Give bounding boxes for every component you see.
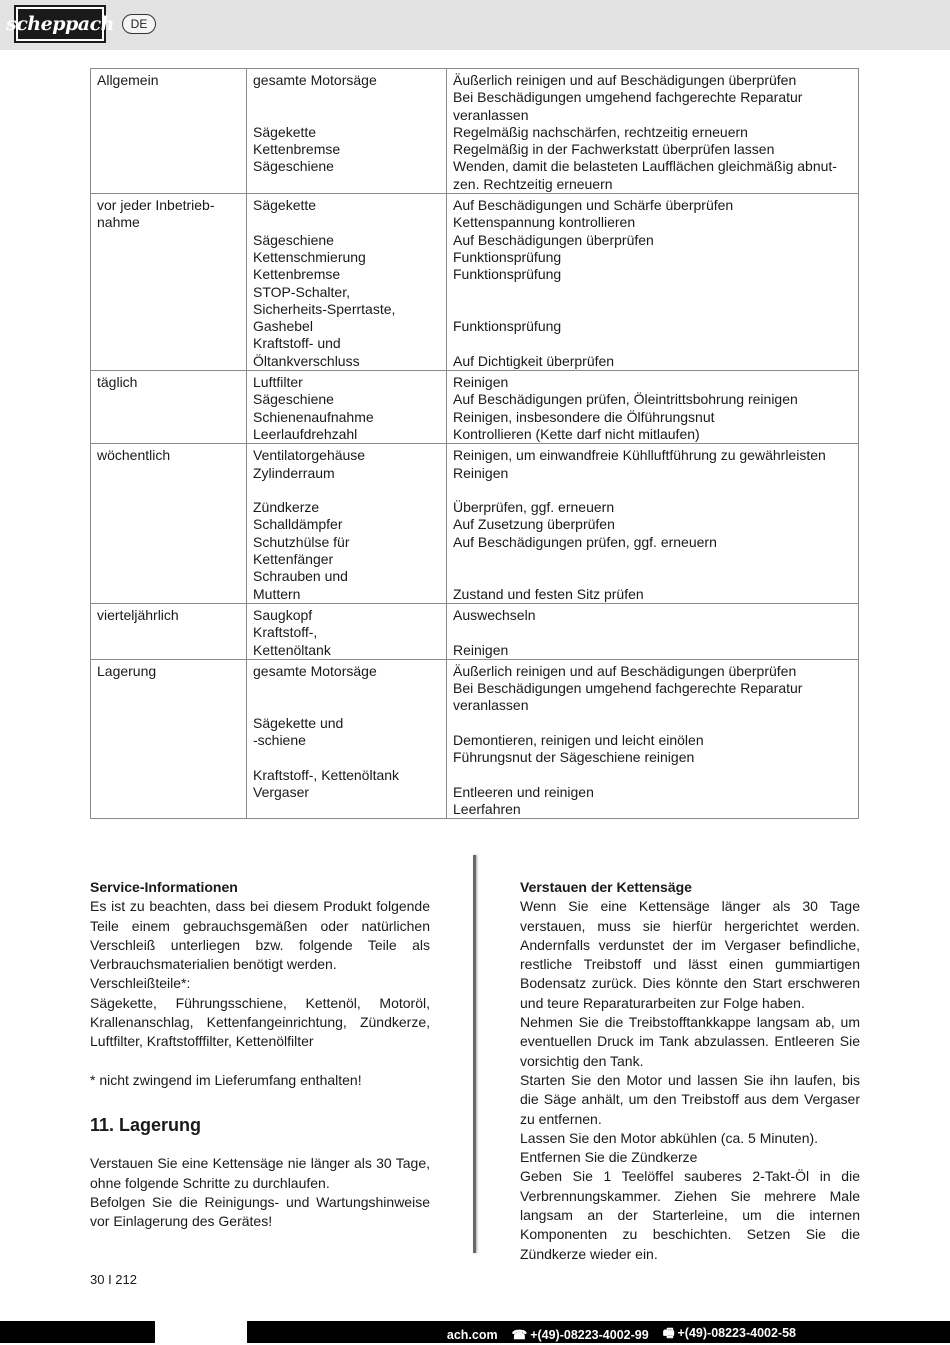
cell-line: Kontrollieren (Kette darf nicht mitlaufen) xyxy=(453,425,700,442)
cell-line xyxy=(253,89,440,106)
cell-line: Sägekette xyxy=(253,197,317,214)
cell-line xyxy=(453,301,852,318)
footer-fax: +(49)-08223-4002-58 xyxy=(677,1326,796,1340)
cell-line: Zündkerze xyxy=(253,499,320,516)
cell-line: Kraftstoff-, Kettenöltank xyxy=(253,766,400,783)
cell-line: Schalldämpfer xyxy=(253,516,343,533)
maintenance-table xyxy=(90,68,859,819)
cell-line xyxy=(453,624,852,641)
cell-line: wöchentlich xyxy=(97,447,171,464)
cell-line: Sägeschiene xyxy=(253,158,334,175)
interval-cell xyxy=(91,444,247,604)
storage-heading: Verstauen der Kettensäge xyxy=(520,879,692,895)
cell-line: vor jeder Inbetrieb- xyxy=(97,197,215,214)
cell-line xyxy=(253,107,440,124)
cell-line xyxy=(253,214,440,231)
cell-line: Auf Beschädigungen und Schärfe überprüfen xyxy=(453,197,734,214)
cell-line: Äußerlich reinigen und auf Beschädigungen überprüfen xyxy=(453,662,797,679)
cell-line: Luftfilter xyxy=(253,374,303,391)
cell-line xyxy=(253,176,440,193)
column-divider xyxy=(473,855,476,1253)
header-bar xyxy=(0,0,950,50)
table-row xyxy=(91,444,859,604)
cell-line: Bei Beschädigungen umgehend fachgerechte Reparatur xyxy=(453,89,803,106)
parts-cell xyxy=(247,194,447,371)
cell-line: Sägeschiene xyxy=(253,391,334,408)
cell-line: Lagerung xyxy=(97,662,157,679)
wear-list: Sägekette, Führungsschiene, Kettenöl, Motoröl, Krallenanschlag, Kettenfangeinrichtung, Zündkerze, Luftfilter, Kraftstofffilter, Kettenölfilter xyxy=(90,994,430,1050)
cell-line: Wenden, damit die belasteten Laufflächen gleichmäßig abnut- xyxy=(453,158,837,175)
interval-cell xyxy=(91,603,247,659)
cell-line xyxy=(453,482,852,499)
cell-line: Kettenschmierung xyxy=(253,248,366,265)
right-column xyxy=(520,878,860,1264)
cell-line: Vergaser xyxy=(253,783,310,800)
cell-line: Sägeschiene xyxy=(253,231,334,248)
parts-cell xyxy=(247,69,447,194)
cell-line: Regelmäßig nachschärfen, rechtzeitig erneuern xyxy=(453,123,748,140)
cell-line: Zustand und festen Sitz prüfen xyxy=(453,585,644,602)
cell-line xyxy=(453,551,852,568)
interval-cell xyxy=(91,371,247,444)
actions-cell xyxy=(447,69,859,194)
cell-line: Demontieren, reinigen und leicht einölen xyxy=(453,731,704,748)
cell-line: Reinigen xyxy=(453,374,509,391)
cell-line: Schienenaufnahme xyxy=(253,408,374,425)
storage-text-6: Geben Sie 1 Teelöffel sauberes 2-Takt-Öl in die Verbrennungskammer. Ziehen Sie mehrere Male langsam an der Starterleine, um die internen Komponenten zu beschichten. Setzen Sie die Zündkerze wieder ein. xyxy=(520,1168,860,1262)
cell-line: Funktionsprüfung xyxy=(453,266,562,283)
cell-line: veranlassen xyxy=(453,106,529,123)
cell-line: Öltankverschluss xyxy=(253,352,360,369)
cell-line xyxy=(253,482,440,499)
cell-line: Kraftstoff- und xyxy=(253,335,341,352)
cell-line: Schrauben und xyxy=(253,568,348,585)
cell-line xyxy=(453,767,852,784)
cell-line xyxy=(453,335,852,352)
footer-spacer xyxy=(155,1321,247,1343)
cell-line: Kettenspannung kontrollieren xyxy=(453,214,636,231)
cell-line: Auf Beschädigungen überprüfen xyxy=(453,231,654,248)
cell-line: Leerlaufdrehzahl xyxy=(253,425,358,442)
cell-line xyxy=(453,715,852,732)
cell-line: Auf Dichtigkeit überprüfen xyxy=(453,352,615,369)
cell-line: Schutzhülse für xyxy=(253,533,350,550)
cell-line: STOP-Schalter, xyxy=(253,283,351,300)
cell-line: Reinigen, um einwandfreie Kühlluftführung zu gewährleisten xyxy=(453,447,826,464)
cell-line: gesamte Motorsäge xyxy=(253,72,377,88)
cell-line: vierteljährlich xyxy=(97,606,179,623)
phone-icon: ☎ xyxy=(511,1328,528,1342)
cell-line: Kettenöltank xyxy=(253,641,331,658)
service-text: Es ist zu beachten, dass bei diesem Produkt folgende Teile einem gebrauchsgemäßen oder natürlichen Verschleiß unterliegen bzw. folgende Teile als Verbrauchsmaterialien benötigt werden. xyxy=(90,898,430,973)
section-title: 11. Lagerung xyxy=(90,1115,202,1136)
cell-line: Führungsnut der Sägeschiene reinigen xyxy=(453,749,695,766)
footer-contact xyxy=(447,1324,796,1345)
fax-icon: 🖷 xyxy=(662,1326,675,1340)
cell-line xyxy=(253,697,440,714)
storage-text-1: Wenn Sie eine Kettensäge länger als 30 Tage verstauen, muss sie hierfür hergerichtet werden. Andernfalls verdunstet der im Vergaser befindliche, restliche Treibstoff und lässt einen gummiartigen Bodensatz zurück. Dies könnte den Start erschweren und teure Reparaturarbeiten zur Folge haben. xyxy=(520,898,860,1011)
cell-line: Funktionsprüfung xyxy=(453,248,562,265)
storage-paragraph-2: Befolgen Sie die Reinigungs- und Wartungshinweise vor Einlagerung des Gerätes! xyxy=(90,1193,430,1230)
cell-line: Kettenbremse xyxy=(253,141,341,158)
page-number: 30 I 212 xyxy=(90,1272,137,1287)
cell-line: -schiene xyxy=(253,731,306,748)
storage-text-5: Entfernen Sie die Zündkerze xyxy=(520,1149,698,1166)
actions-cell xyxy=(447,371,859,444)
storage-text-4: Lassen Sie den Motor abkühlen (ca. 5 Minuten). xyxy=(520,1129,819,1146)
actions-cell xyxy=(447,603,859,659)
storage-text-2: Nehmen Sie die Treibstofftankkappe langsam ab, um eventuellen Druck im Tank abzulassen. Entleeren Sie vorsichtig den Tank. xyxy=(520,1014,860,1069)
parts-cell xyxy=(247,444,447,604)
cell-line: Auf Beschädigungen prüfen, ggf. erneuern xyxy=(453,533,717,550)
cell-line: Regelmäßig in der Fachwerkstatt überprüfen lassen xyxy=(453,141,775,158)
cell-line: Sicherheits-Sperrtaste, xyxy=(253,300,396,317)
actions-cell xyxy=(447,194,859,371)
cell-line: Reinigen xyxy=(453,464,509,481)
table-row xyxy=(91,603,859,659)
cell-line: Sägekette und xyxy=(253,714,344,731)
cell-line: Reinigen, insbesondere die Ölführungsnut xyxy=(453,408,715,425)
cell-line: Bei Beschädigungen umgehend fachgerechte Reparatur xyxy=(453,680,803,697)
parts-cell xyxy=(247,603,447,659)
cell-line: gesamte Motorsäge xyxy=(253,662,377,679)
language-badge: DE xyxy=(122,14,156,34)
storage-text-3: Starten Sie den Motor und lassen Sie ihn laufen, bis die Säge anhält, um den Treibstoff aus dem Vergaser zu entfernen. xyxy=(520,1071,860,1127)
storage-paragraph-1: Verstauen Sie eine Kettensäge nie länger als 30 Tage, ohne folgende Schritte zu durchlaufen. xyxy=(90,1155,430,1191)
interval-cell xyxy=(91,69,247,194)
actions-cell xyxy=(447,444,859,604)
cell-line: Funktionsprüfung xyxy=(453,318,562,335)
actions-cell xyxy=(447,659,859,819)
cell-line: Äußerlich reinigen und auf Beschädigungen überprüfen xyxy=(453,72,797,88)
cell-line: täglich xyxy=(97,374,138,391)
footer-phone-group xyxy=(512,1327,649,1342)
cell-line xyxy=(453,568,852,585)
service-heading: Service-Informationen xyxy=(90,879,238,895)
cell-line: Kraftstoff-, xyxy=(253,624,318,641)
footer-bar xyxy=(0,1321,950,1343)
cell-line: Auf Beschädigungen prüfen, Öleintrittsbohrung reinigen xyxy=(453,391,798,408)
wear-heading: Verschleißteile*: xyxy=(90,975,191,992)
cell-line: Kettenbremse xyxy=(253,266,341,283)
cell-line xyxy=(253,749,440,766)
brand-logo xyxy=(6,5,114,43)
cell-line: Kettenfänger xyxy=(253,551,334,568)
parts-cell xyxy=(247,371,447,444)
cell-line: zen. Rechtzeitig erneuern xyxy=(453,175,613,192)
cell-line: veranlassen xyxy=(453,697,529,714)
footer-fax-group xyxy=(663,1324,796,1345)
cell-line: Auf Zusetzung überprüfen xyxy=(453,516,615,533)
cell-line: Zylinderraum xyxy=(253,464,335,481)
table-row xyxy=(91,69,859,194)
cell-line: Auswechseln xyxy=(453,606,536,623)
cell-line: Saugkopf xyxy=(253,606,313,623)
left-column xyxy=(90,878,430,1231)
cell-line xyxy=(453,284,852,301)
cell-line: Reinigen xyxy=(453,641,509,658)
interval-cell xyxy=(91,194,247,371)
cell-line: Sägekette xyxy=(253,123,317,140)
table-row xyxy=(91,371,859,444)
cell-line: Leerfahren xyxy=(453,801,521,818)
footer-web: ach.com xyxy=(446,1327,498,1342)
footer-phone: +(49)-08223-4002-99 xyxy=(530,1328,649,1342)
footnote: * nicht zwingend im Lieferumfang enthalten! xyxy=(90,1071,362,1088)
brand-logo-text: scheppach xyxy=(6,13,114,35)
cell-line xyxy=(253,680,440,697)
table-row xyxy=(91,194,859,371)
cell-line: Ventilatorgehäuse xyxy=(253,447,366,464)
cell-line: Allgemein xyxy=(97,72,159,88)
cell-line: nahme xyxy=(97,214,140,231)
cell-line: Gashebel xyxy=(253,318,313,335)
table-row xyxy=(91,659,859,819)
cell-line: Entleeren und reinigen xyxy=(453,783,594,800)
interval-cell xyxy=(91,659,247,819)
cell-line: Überprüfen, ggf. erneuern xyxy=(453,499,615,516)
cell-line: Muttern xyxy=(253,585,301,602)
parts-cell xyxy=(247,659,447,819)
